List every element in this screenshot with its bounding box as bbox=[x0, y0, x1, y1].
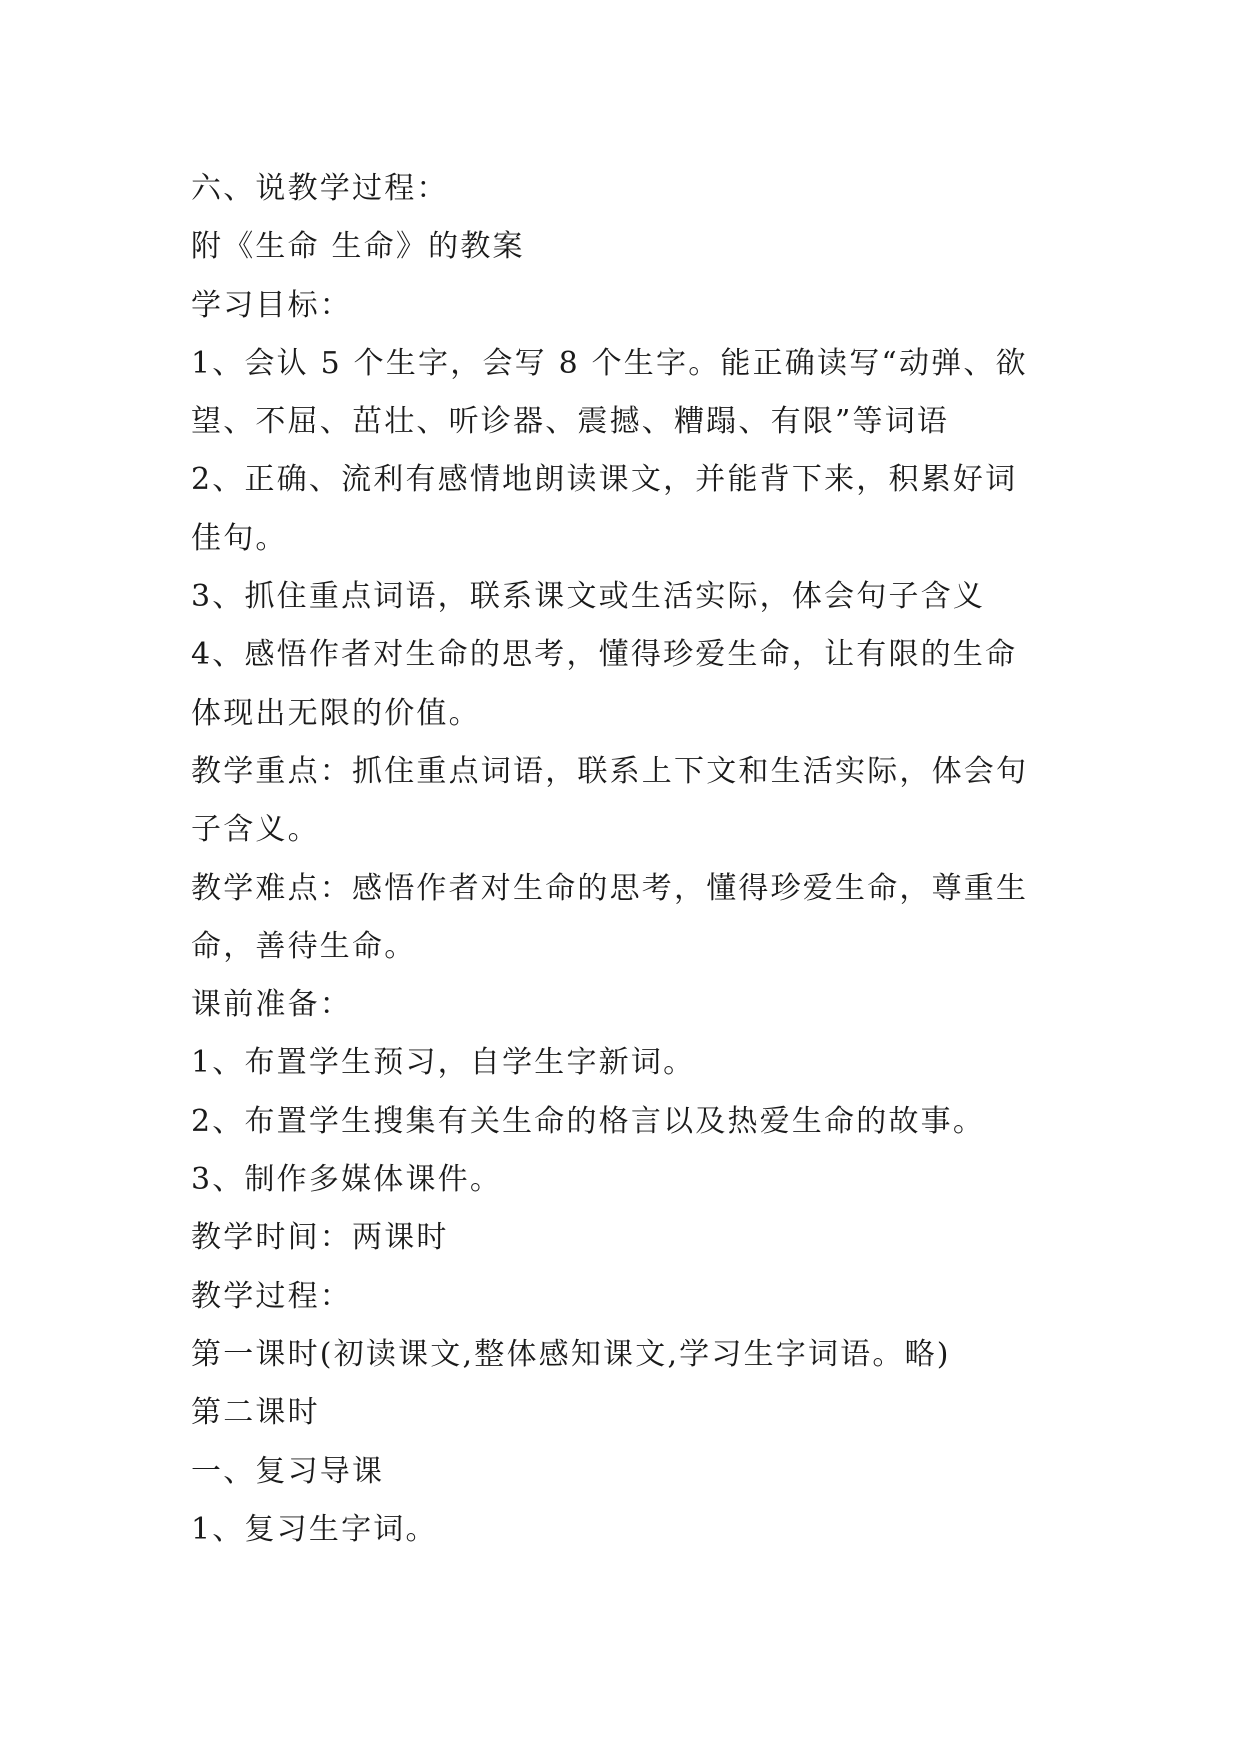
text-line: 3、抓住重点词语，联系课文或生活实际，体会句子含义 bbox=[191, 579, 986, 615]
text-line: 1、布置学生预习，自学生字新词。 bbox=[191, 1045, 696, 1081]
text-line: 2、布置学生搜集有关生命的格言以及热爱生命的故事。 bbox=[191, 1103, 986, 1139]
document-body bbox=[191, 160, 1061, 1559]
text-line: 第一课时(初读课文,整体感知课文,学习生字词语。略) bbox=[191, 1336, 951, 1372]
text-line: 命，善待生命。 bbox=[191, 928, 417, 964]
text-line: 六、说教学过程： bbox=[191, 171, 449, 206]
text-line: 3、制作多媒体课件。 bbox=[191, 1162, 503, 1198]
text-line: 教学重点：抓住重点词语，联系上下文和生活实际，体会句 bbox=[191, 753, 1029, 789]
text-line: 佳句。 bbox=[191, 520, 288, 556]
text-line: 1、会认 5 个生字，会写 8 个生字。能正确读写“动弹、欲 bbox=[191, 345, 1028, 381]
text-line: 学习目标： bbox=[191, 287, 352, 323]
text-line: 教学时间：两课时 bbox=[191, 1220, 449, 1256]
text-line: 子含义。 bbox=[191, 812, 320, 848]
text-line: 一、复习导课 bbox=[191, 1453, 385, 1489]
text-line: 教学难点：感悟作者对生命的思考，懂得珍爱生命，尊重生 bbox=[191, 870, 1029, 906]
text-line: 教学过程： bbox=[191, 1278, 352, 1314]
text-line: 课前准备： bbox=[191, 987, 352, 1023]
text-line: 望、不屈、茁壮、听诊器、震撼、糟蹋、有限”等词语 bbox=[191, 404, 950, 440]
text-line: 附《生命 生命》的教案 bbox=[191, 229, 525, 265]
text-line: 2、正确、流利有感情地朗读课文，并能背下来，积累好词 bbox=[191, 462, 1018, 498]
text-line: 第二课时 bbox=[191, 1395, 320, 1431]
text-line: 体现出无限的价值。 bbox=[191, 695, 481, 731]
text-line: 1、复习生字词。 bbox=[191, 1511, 438, 1547]
text-line: 4、感悟作者对生命的思考，懂得珍爱生命，让有限的生命 bbox=[191, 637, 1018, 673]
